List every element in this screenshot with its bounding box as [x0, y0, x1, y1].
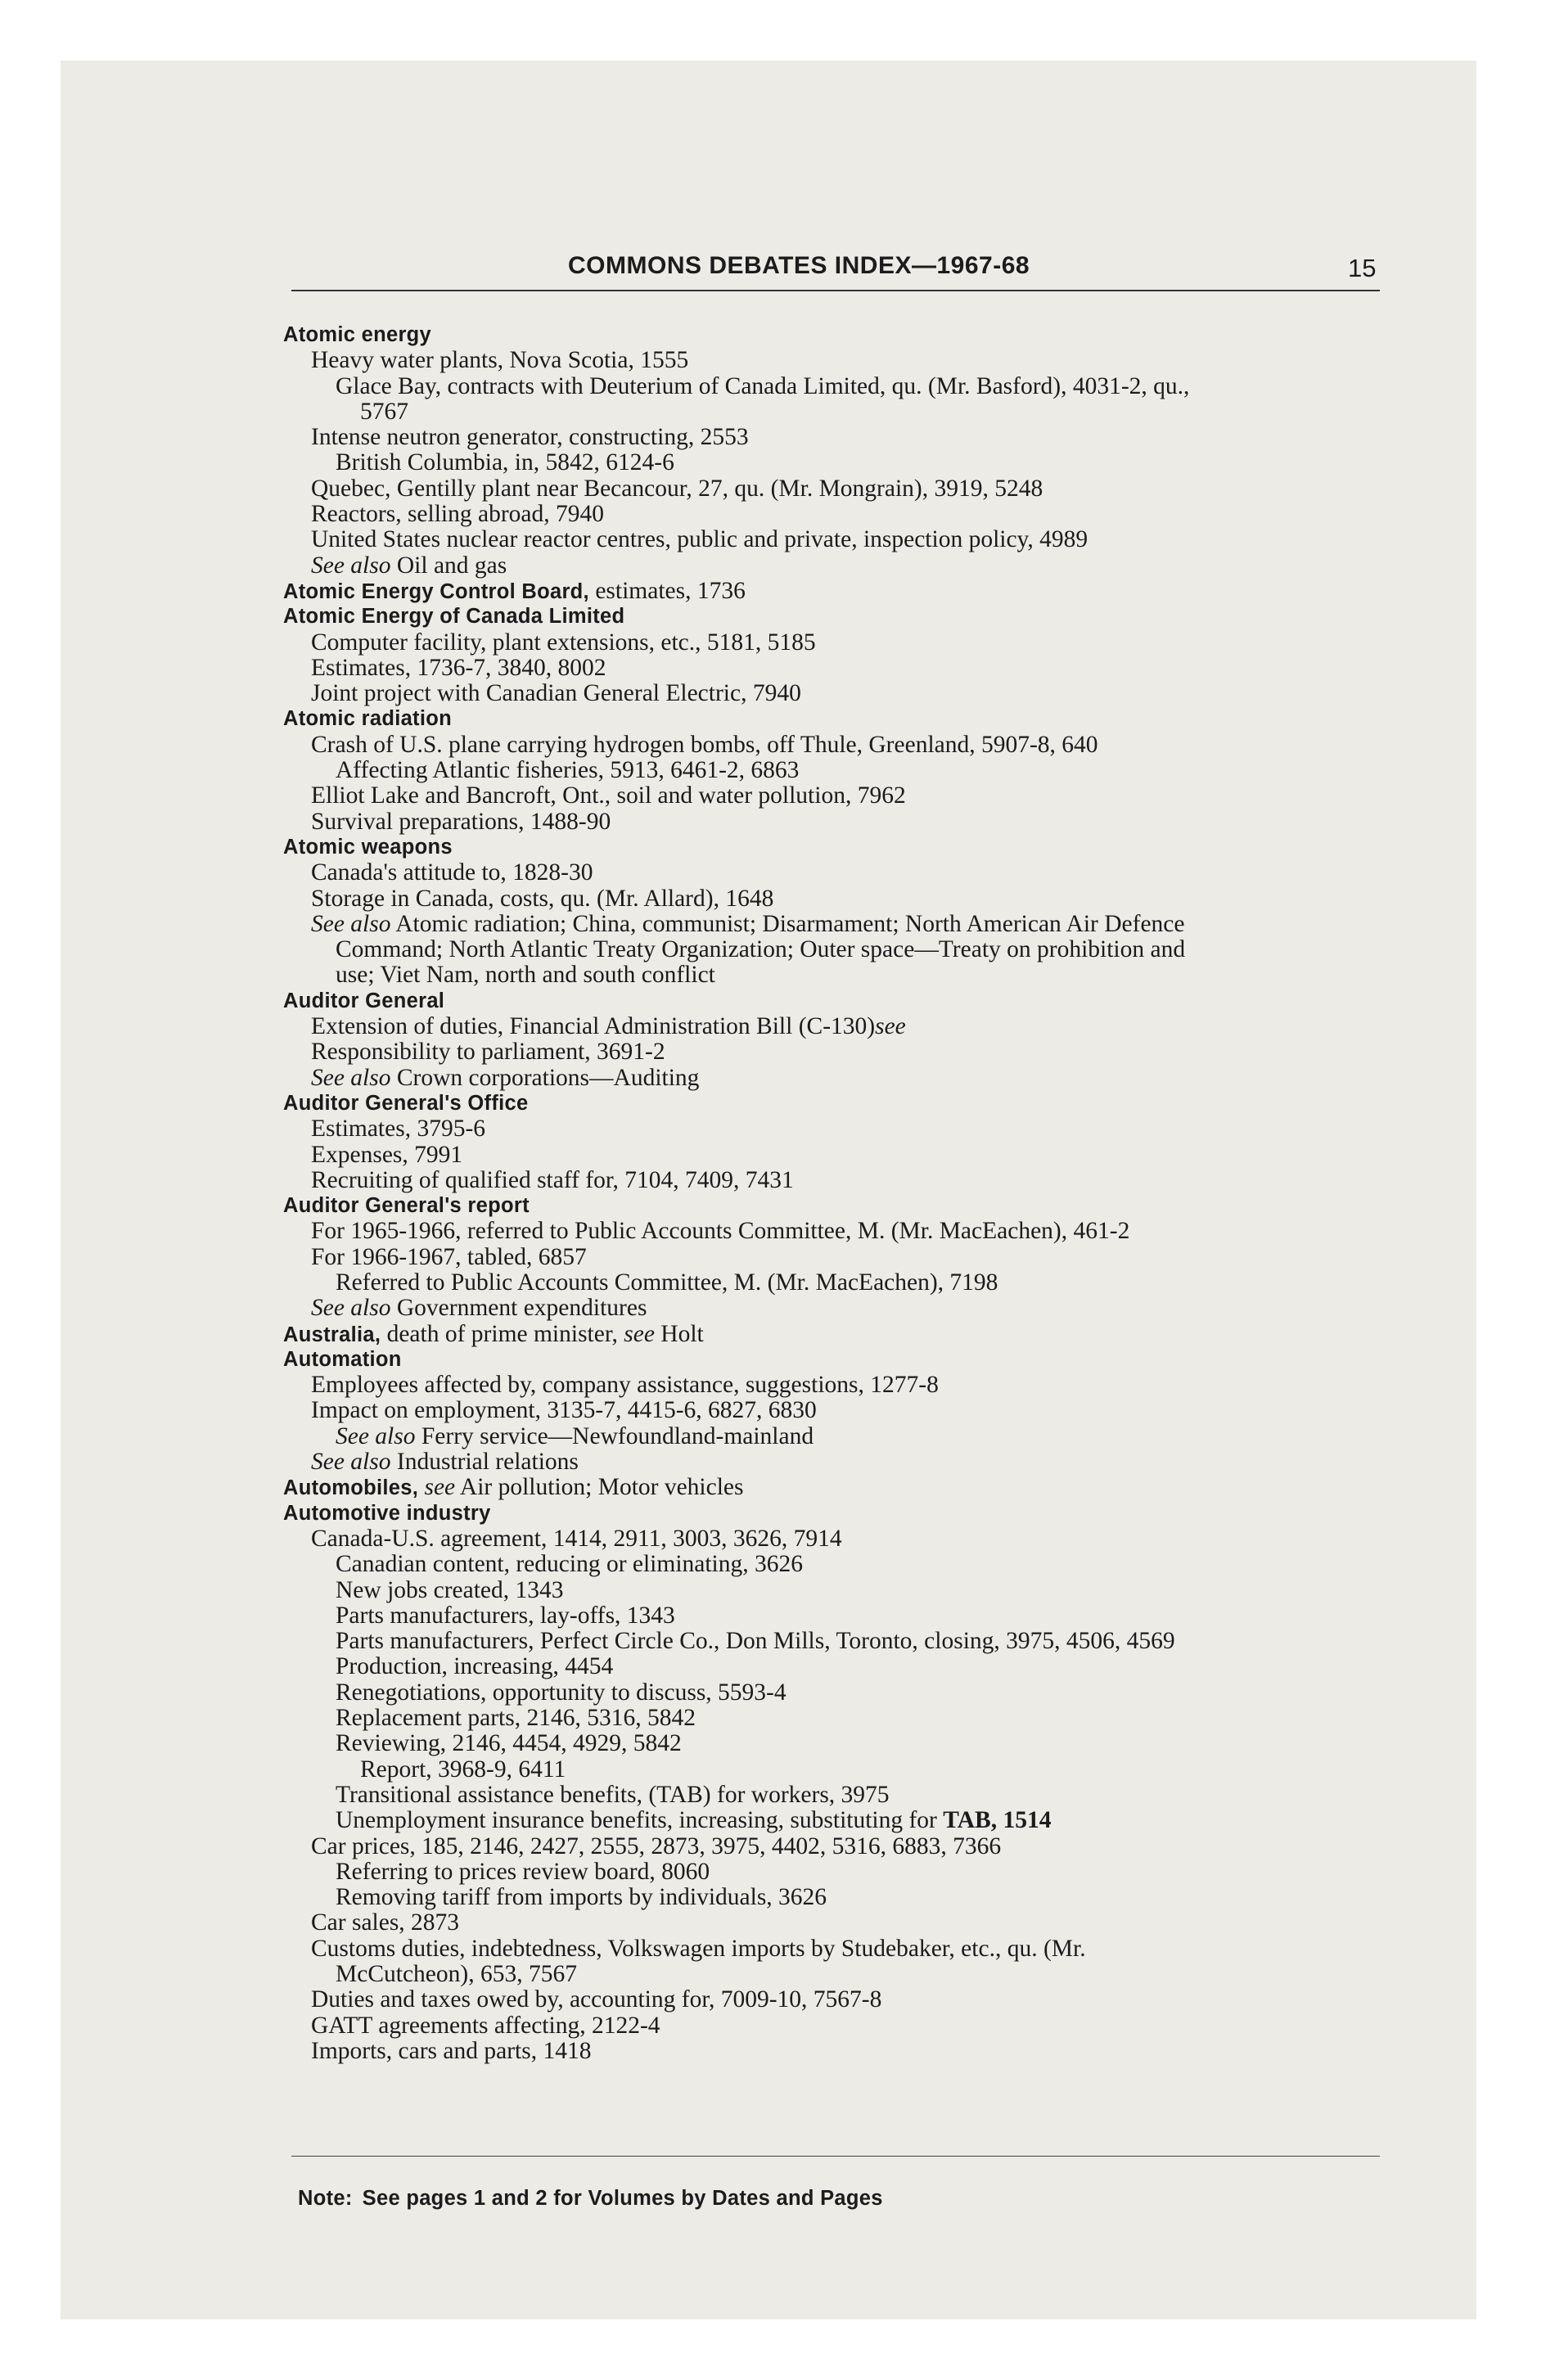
- document-page: [61, 61, 1476, 2319]
- index-subentry: Imports, cars and parts, 1418: [311, 2037, 592, 2064]
- index-subentry: Affecting Atlantic fisheries, 5913, 6461-2, 6863: [336, 757, 800, 784]
- index-subentry: British Columbia, in, 5842, 6124-6: [336, 449, 674, 476]
- index-subentry: Elliot Lake and Bancroft, Ont., soil and water pollution, 7962: [311, 782, 906, 809]
- index-subentry: Glace Bay, contracts with Deuterium of Canada Limited, qu. (Mr. Basford), 4031-2, qu.,: [336, 372, 1190, 399]
- index-subentry: Computer facility, plant extensions, etc., 5181, 5185: [311, 629, 816, 656]
- index-subentry: Impact on employment, 3135-7, 4415-6, 6827, 6830: [311, 1397, 817, 1424]
- index-subentry: Canadian content, reducing or eliminating, 3626: [336, 1551, 804, 1578]
- index-subentry: See also Crown corporations—Auditing: [311, 1064, 700, 1091]
- index-subentry: Quebec, Gentilly plant near Becancour, 27, qu. (Mr. Mongrain), 3919, 5248: [311, 475, 1043, 502]
- index-heading: Atomic Energy of Canada Limited: [283, 605, 625, 629]
- index-subentry: Intense neutron generator, constructing, 2553: [311, 424, 749, 451]
- index-subentry: Extension of duties, Financial Administration Bill (C-130)see: [311, 1013, 906, 1040]
- index-subentry: Removing tariff from imports by individuals, 3626: [336, 1884, 827, 1911]
- header-rule: [291, 290, 1380, 291]
- index-heading: Automotive industry: [283, 1501, 491, 1525]
- index-subentry: use; Viet Nam, north and south conflict: [336, 962, 715, 989]
- index-subentry: Reviewing, 2146, 4454, 4929, 5842: [336, 1730, 682, 1757]
- index-subentry: McCutcheon), 653, 7567: [336, 1961, 577, 1987]
- index-subentry: See also Atomic radiation; China, communist; Disarmament; North American Air Defence: [311, 910, 1185, 937]
- index-heading: Automobiles, see Air pollution; Motor vehicles: [283, 1474, 744, 1501]
- index-heading: Automation: [283, 1347, 402, 1371]
- index-subentry: See also Government expenditures: [311, 1295, 647, 1322]
- footer-rule: [291, 2156, 1380, 2157]
- index-subentry: New jobs created, 1343: [336, 1576, 564, 1603]
- index-heading: Auditor General's Office: [283, 1091, 529, 1115]
- index-subentry: Responsibility to parliament, 3691-2: [311, 1039, 665, 1066]
- index-subentry: For 1966-1967, tabled, 6857: [311, 1243, 587, 1270]
- index-subentry: Replacement parts, 2146, 5316, 5842: [336, 1705, 696, 1732]
- index-subentry: Parts manufacturers, lay-offs, 1343: [336, 1602, 675, 1629]
- footnote: [298, 2187, 893, 2211]
- index-subentry: Command; North Atlantic Treaty Organization; Outer space—Treaty on prohibition and: [336, 936, 1186, 963]
- index-subentry: Production, increasing, 4454: [336, 1653, 614, 1680]
- index-heading: Atomic radiation: [283, 707, 452, 731]
- index-subentry: GATT agreements affecting, 2122-4: [311, 2012, 660, 2039]
- index-subentry: Duties and taxes owed by, accounting for, 7009-10, 7567-8: [311, 1986, 882, 2013]
- index-heading: Australia, death of prime minister, see Holt: [283, 1320, 704, 1347]
- index-subentry: See also Ferry service—Newfoundland-mainland: [336, 1422, 814, 1449]
- note-text: See pages 1 and 2 for Volumes by Dates and Pages: [362, 2187, 883, 2210]
- index-entries: [283, 322, 1384, 2064]
- index-subentry: Referring to prices review board, 8060: [336, 1858, 710, 1885]
- index-heading: Atomic weapons: [283, 835, 453, 859]
- index-subentry: Estimates, 1736-7, 3840, 8002: [311, 654, 606, 681]
- index-heading: Atomic Energy Control Board, estimates, 1736: [283, 577, 746, 604]
- index-subentry: Recruiting of qualified staff for, 7104, 7409, 7431: [311, 1166, 794, 1193]
- index-subentry: See also Industrial relations: [311, 1449, 579, 1476]
- note-label: Note:: [298, 2187, 353, 2210]
- index-subentry: Car prices, 185, 2146, 2427, 2555, 2873, 3975, 4402, 5316, 6883, 7366: [311, 1832, 1002, 1859]
- index-subentry: Survival preparations, 1488-90: [311, 808, 611, 835]
- index-subentry: 5767: [360, 398, 408, 425]
- index-subentry: Transitional assistance benefits, (TAB) for workers, 3975: [336, 1781, 890, 1808]
- index-subentry: Storage in Canada, costs, qu. (Mr. Allard), 1648: [311, 885, 774, 912]
- index-subentry: Joint project with Canadian General Electric, 7940: [311, 680, 801, 707]
- index-subentry: Heavy water plants, Nova Scotia, 1555: [311, 347, 689, 374]
- index-subentry: Referred to Public Accounts Committee, M. (Mr. MacEachen), 7198: [336, 1269, 998, 1296]
- index-subentry: Estimates, 3795-6: [311, 1116, 486, 1143]
- page-number: 15: [1348, 254, 1377, 282]
- index-subentry: Car sales, 2873: [311, 1909, 460, 1936]
- index-subentry: Reactors, selling abroad, 7940: [311, 501, 605, 528]
- index-subentry: Unemployment insurance benefits, increasing, substituting for TAB, 1514: [336, 1807, 1052, 1834]
- index-subentry: See also Oil and gas: [311, 552, 507, 579]
- index-subentry: Canada's attitude to, 1828-30: [311, 859, 593, 886]
- index-subentry: Report, 3968-9, 6411: [360, 1756, 566, 1783]
- index-subentry: Expenses, 7991: [311, 1141, 463, 1168]
- index-subentry: Parts manufacturers, Perfect Circle Co., Don Mills, Toronto, closing, 3975, 4506, 4569: [336, 1628, 1175, 1655]
- index-subentry: Canada-U.S. agreement, 1414, 2911, 3003, 3626, 7914: [311, 1525, 842, 1552]
- index-subentry: Employees affected by, company assistance, suggestions, 1277-8: [311, 1372, 939, 1399]
- index-subentry: Crash of U.S. plane carrying hydrogen bombs, off Thule, Greenland, 5907-8, 640: [311, 731, 1098, 758]
- index-heading: Auditor General: [283, 989, 445, 1012]
- index-subentry: United States nuclear reactor centres, public and private, inspection policy, 4989: [311, 526, 1089, 553]
- index-subentry: Customs duties, indebtedness, Volkswagen imports by Studebaker, etc., qu. (Mr.: [311, 1935, 1086, 1962]
- index-heading: Auditor General's report: [283, 1194, 530, 1218]
- index-subentry: For 1965-1966, referred to Public Accounts Committee, M. (Mr. MacEachen), 461-2: [311, 1218, 1130, 1245]
- page-header: [61, 252, 1476, 282]
- index-subentry: Renegotiations, opportunity to discuss, 5593-4: [336, 1679, 787, 1706]
- index-heading: Atomic energy: [283, 323, 432, 346]
- index-title: COMMONS DEBATES INDEX—1967-68: [568, 252, 1030, 279]
